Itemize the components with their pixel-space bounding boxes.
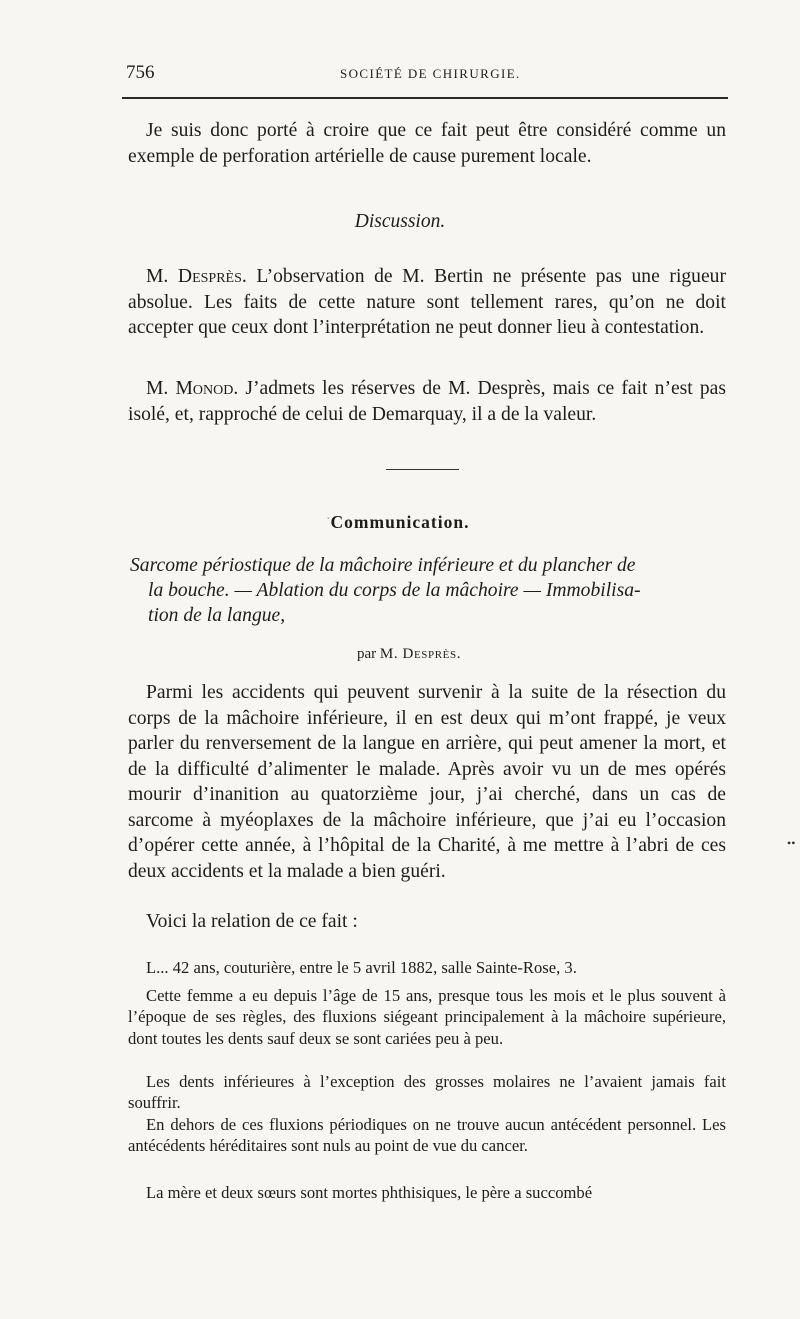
paragraph-relation: Voici la relation de ce fait : (146, 911, 358, 932)
running-head: SOCIÉTÉ DE CHIRURGIE. (340, 66, 521, 81)
paragraph-conclusion: Je suis donc porté à croire que ce fait peut être considéré comme un exemple de perforation artérielle de cause purement locale. (128, 120, 726, 167)
title-line: Sarcome périostique de la mâchoire inférieure et du plancher de (130, 555, 636, 576)
case-paragraph: L... 42 ans, couturière, entre le 5 avril 1882, salle Sainte-Rose, 3. (146, 958, 577, 977)
author-name: M. Desprès. (379, 646, 462, 662)
bullet-mark: · (326, 512, 331, 527)
section-separator (386, 469, 459, 470)
despres-statement: L’observation de M. Bertin ne présente pas une rigueur absolue. Les faits de cette nature sont tellement rares, qu’on ne doit accepter que ceux dont l’interprétation ne peut donner lieu à contestation. (128, 266, 726, 338)
page-number: 756 (126, 62, 155, 83)
paragraph-monod (128, 376, 726, 427)
case-paragraph: La mère et deux sœurs sont mortes phthisiques, le père a succombé (146, 1183, 593, 1202)
speaker-despres: M. Desprès. (146, 266, 247, 287)
title-line: tion de la langue, (148, 605, 286, 626)
page-header (126, 62, 726, 88)
case-paragraph: Cette femme a eu depuis l’âge de 15 ans, presque tous les mois et le plus souvent à l’époque de ses règles, des fluxions siégeant principalement à la mâchoire supérieure, dont toutes les dents sauf deux se sont cariées peu à peu. (128, 986, 726, 1048)
speaker-monod: M. Monod. (146, 378, 239, 399)
discussion-heading: Discussion. (354, 211, 446, 232)
header-rule (122, 97, 728, 99)
article-title (130, 553, 730, 628)
case-paragraph: Les dents inférieures à l’exception des grosses molaires ne l’avaient jamais fait souffrir. (128, 1072, 726, 1113)
author-line (357, 646, 461, 663)
communication-heading: Communication. (330, 512, 470, 532)
title-line: la bouche. — Ablation du corps de la mâchoire — Immobilisa- (148, 580, 641, 601)
margin-mark: •• (787, 836, 796, 850)
paragraph-introduction: Parmi les accidents qui peuvent survenir à la suite de la résection du corps de la mâchoire inférieure, il en est deux qui m’ont frappé, je veux parler du renversement de la langue en arrière, qui peut amener la mort, et de la difficulté d’alimenter le malade. Après avoir vu un de mes opérés mourir d’inanition au quatorzième jour, j’ai cherché, dans un cas de sarcome à myéoplaxes de la mâchoire inférieure, que j’ai eu l’occasion d’opérer cette année, à l’hôpital de la Charité, à me mettre à l’abri de ces deux accidents et la malade a bien guéri. (128, 682, 726, 882)
case-paragraph: En dehors de ces fluxions périodiques on ne trouve aucun antécédent personnel. Les antécédents héréditaires sont nuls au point de vue du cancer. (128, 1115, 726, 1156)
monod-statement: J’admets les réserves de M. Desprès, mais ce fait n’est pas isolé, et, rapproché de celui de Demarquay, il a de la valeur. (128, 378, 726, 425)
paragraph-despres (128, 264, 726, 341)
author-prefix: par (357, 646, 380, 662)
